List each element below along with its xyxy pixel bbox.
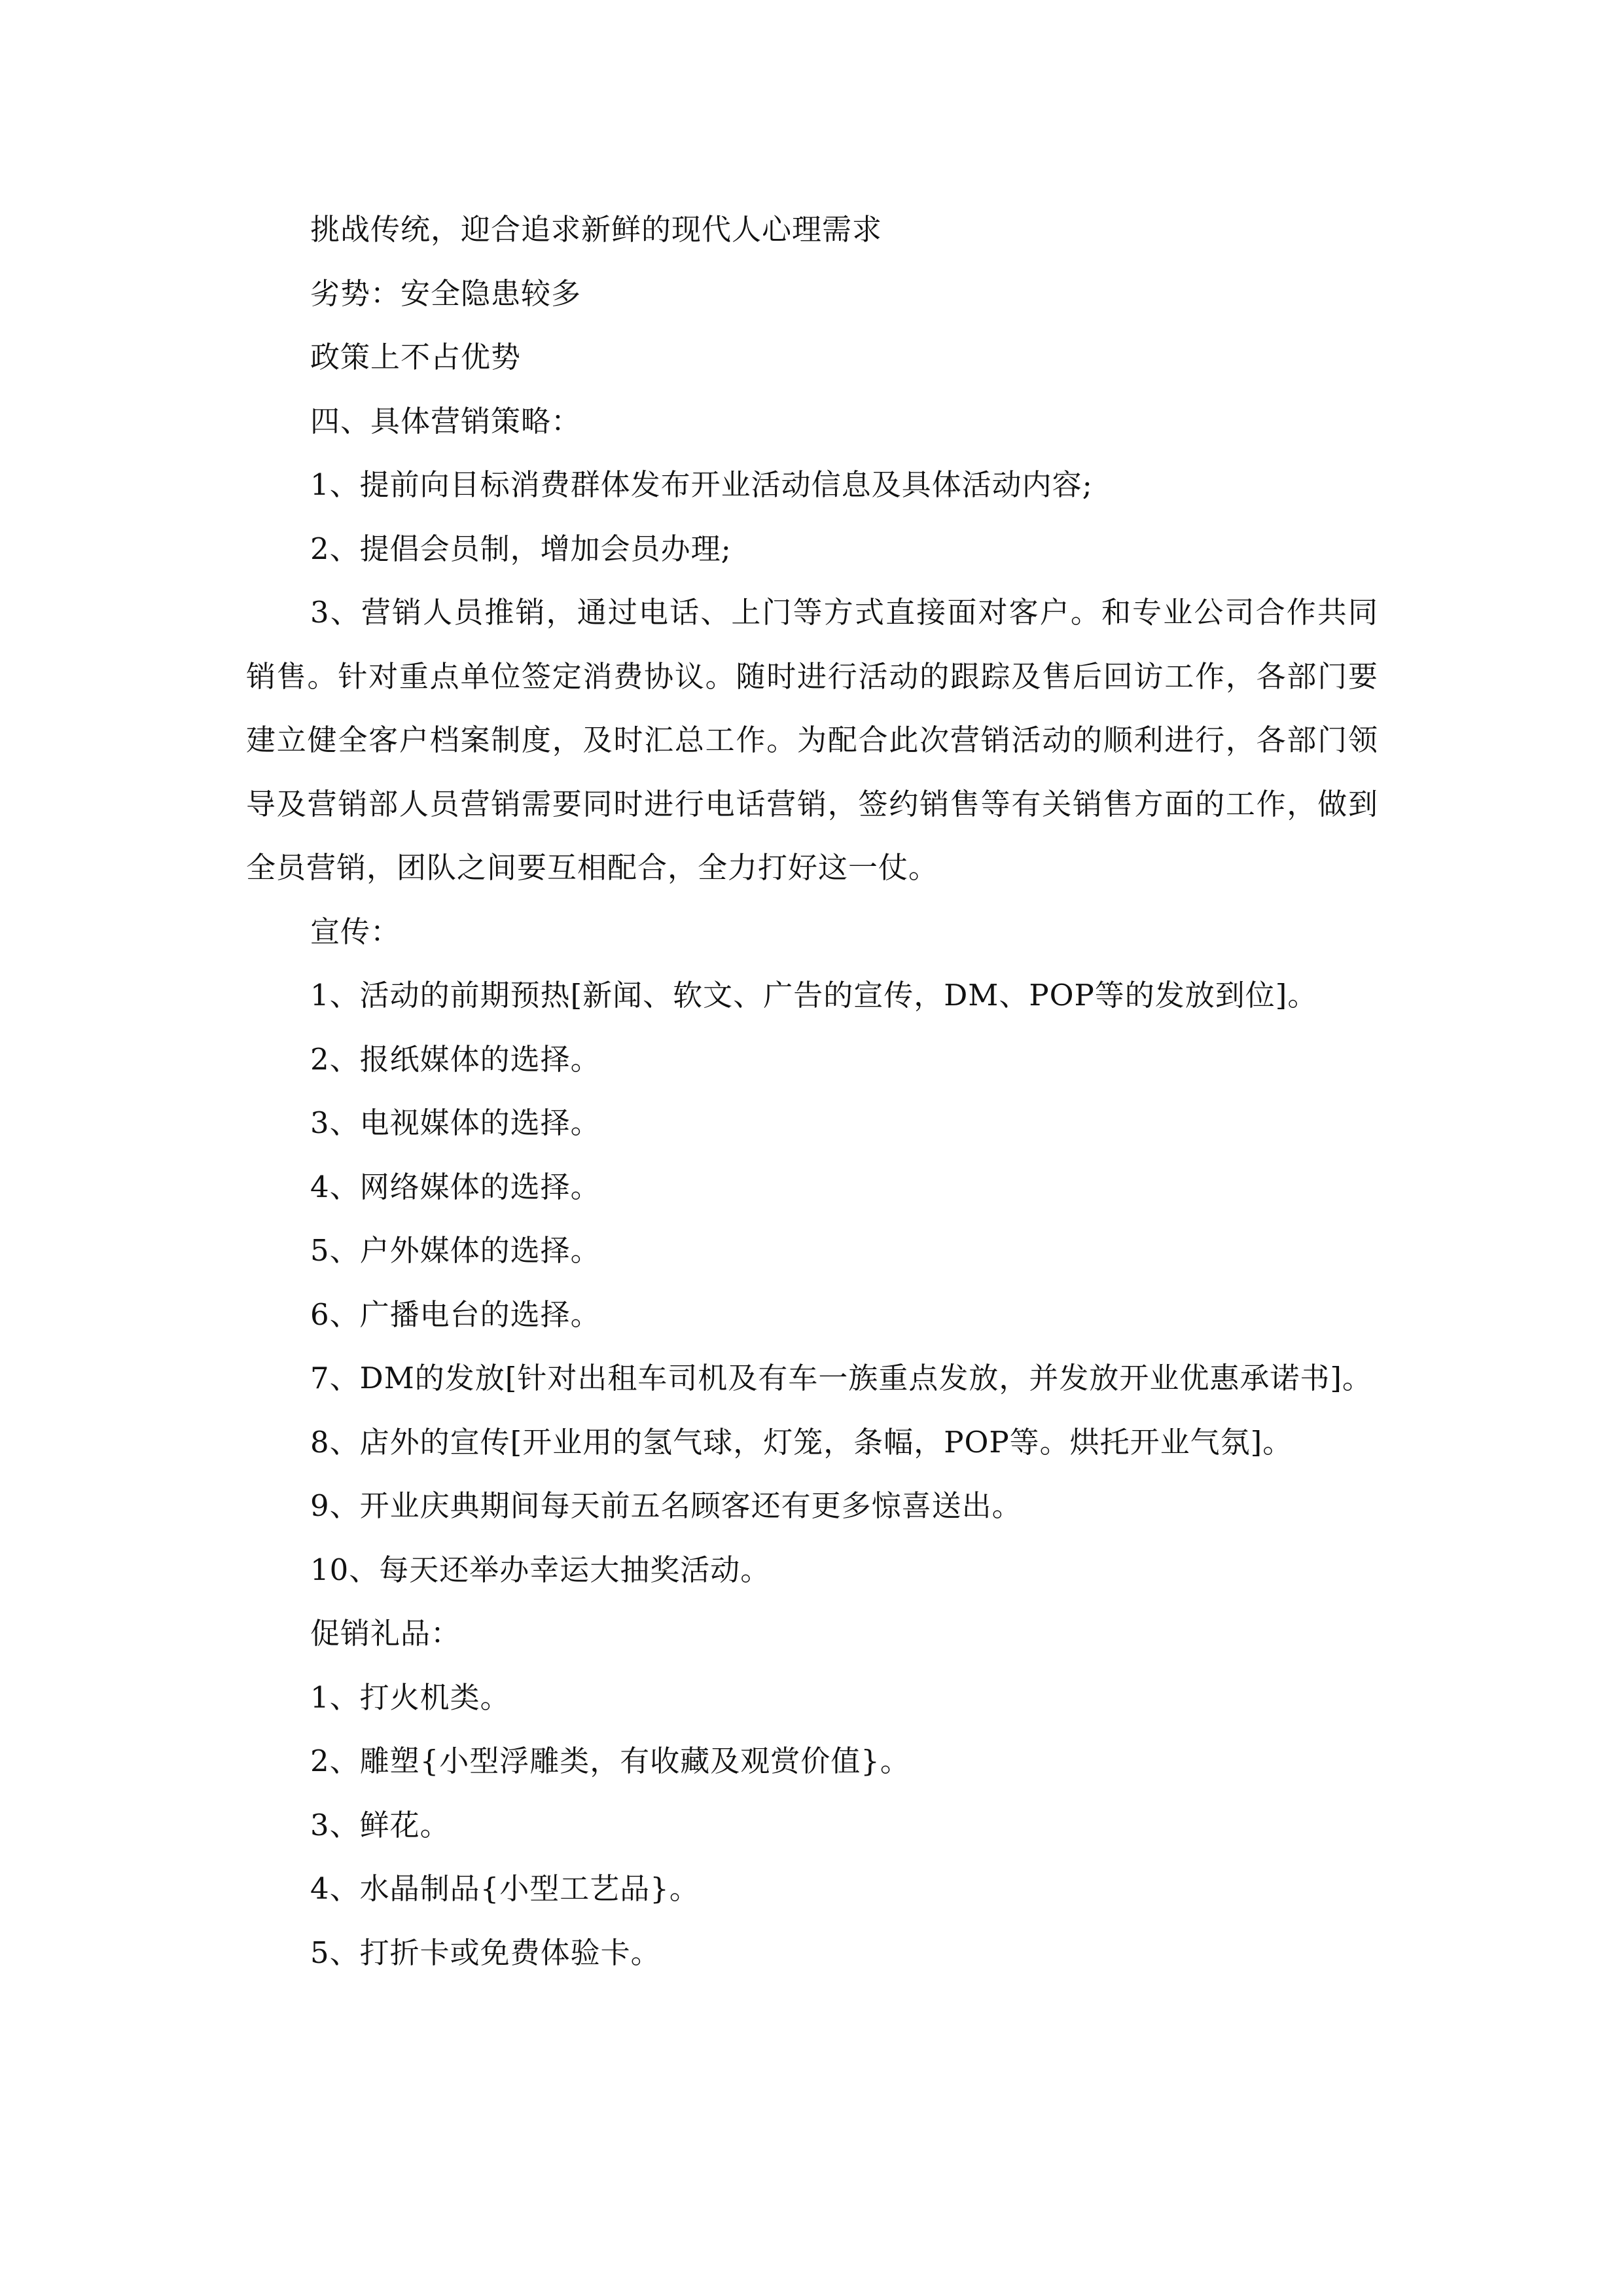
publicity-heading: 宣传： [310,914,401,949]
gifts-heading: 促销礼品： [310,1616,461,1651]
list-item: 3、鲜花。 [310,1807,450,1842]
section-heading: 四、具体营销策略： [310,403,582,439]
list-item: 1、提前向目标消费群体发布开业活动信息及具体活动内容; [310,467,1093,502]
list-item: 2、报纸媒体的选择。 [310,1041,601,1077]
list-item: 10、每天还举办幸运大抽奖活动。 [310,1552,771,1587]
list-item: 1、打火机类。 [310,1679,510,1715]
list-item: 1、活动的前期预热[新闻、软文、广告的宣传，DM、POP等的发放到位]。 [310,978,1318,1013]
text-line: 劣势：安全隐患较多 [310,276,582,311]
document-body [246,198,1378,1984]
list-item: 3、电视媒体的选择。 [310,1105,601,1140]
list-item: 6、广播电台的选择。 [310,1297,601,1332]
list-item: 5、户外媒体的选择。 [310,1233,601,1268]
list-item: 2、雕塑{小型浮雕类，有收藏及观赏价值}。 [310,1744,910,1778]
list-item: 4、水晶制品{小型工艺品}。 [310,1871,700,1906]
list-item: 9、开业庆典期间每天前五名顾客还有更多惊喜送出。 [310,1488,1022,1523]
text-line: 政策上不占优势 [310,340,522,374]
list-item: 4、网络媒体的选择。 [310,1169,601,1204]
sales-paragraph: 3、营销人员推销，通过电话、上门等方式直接面对客户。和专业公司合作共同销售。针对重点单位签定消费协议。随时进行活动的跟踪及售后回访工作，各部门要建立健全客户档案制度，及时汇总工作。为配合此次营销活动的顺利进行，各部门领导及营销部人员营销需要同时进行电话营销，签约销售等有关销售方面的工作，做到全员营销，团队之间要互相配合，全力打好这一仗。 [246,595,1378,885]
list-item: 8、店外的宣传[开业用的氢气球，灯笼，条幅，POP等。烘托开业气氛]。 [310,1424,1293,1460]
text-line: 挑战传统，迎合追求新鲜的现代人心理需求 [310,212,883,247]
list-item: 5、打折卡或免费体验卡。 [310,1935,661,1970]
dm-paragraph: 7、DM的发放[针对出租车司机及有车一族重点发放，并发放开业优惠承诺书]。 [310,1361,1372,1395]
list-item: 2、提倡会员制，增加会员办理; [310,531,732,566]
